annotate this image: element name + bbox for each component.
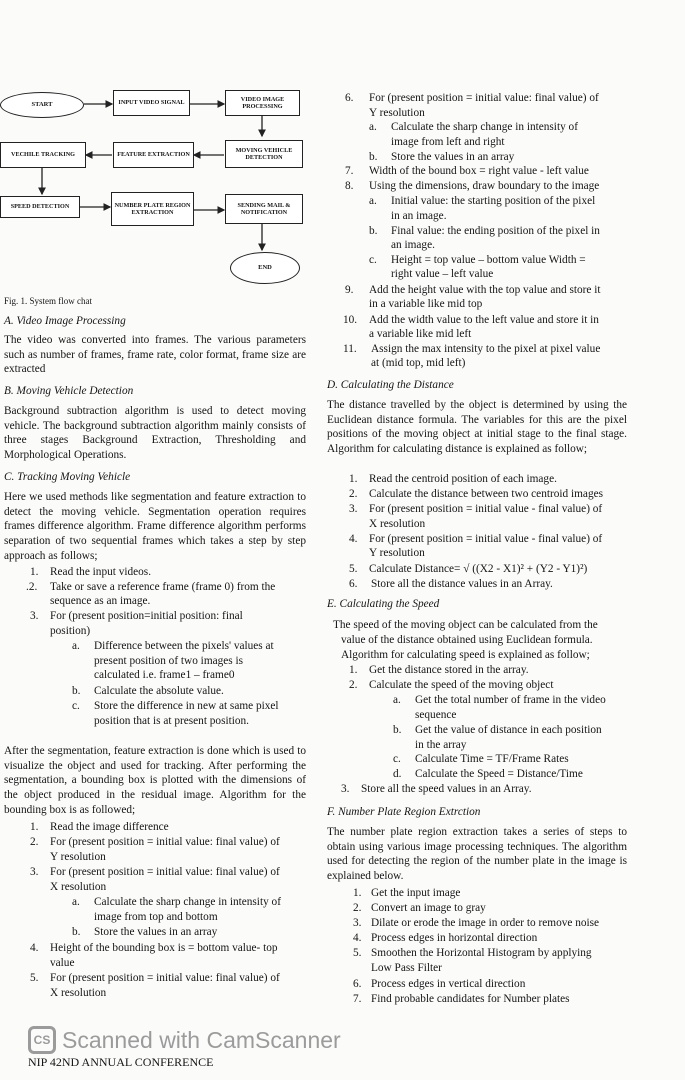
sub-list-item-continuation: in the array — [415, 739, 467, 751]
list-item: 1. Get the input image — [353, 887, 461, 899]
list-item: 3. For (present position=initial position: final — [30, 610, 243, 622]
sub-list-item: b. Final value: the ending position of the pixel in — [369, 225, 600, 237]
section-d-paragraph: The distance travelled by the object is determined by using the Euclidean distance formula. The variables for this are the pixel positions of the moving object at initial stage to the final stage. Algorithm for calculating distance is explained as follow; — [327, 399, 627, 456]
sub-list-item: d. Calculate the Speed = Distance/Time — [393, 768, 583, 780]
list-item: 1. Read the centroid position of each image. — [349, 473, 557, 485]
section-c-heading: C. Tracking Moving Vehicle — [4, 471, 131, 483]
sub-list-item-continuation: position that is at present position. — [94, 715, 250, 727]
list-item: 5. Calculate Distance= √ ((X2 - X1)² + (Y2 - Y1)²) — [349, 563, 588, 575]
camscanner-watermark — [28, 1026, 341, 1054]
list-item: 4. For (present position = initial value - final value) of — [349, 533, 603, 545]
list-item: .2. Take or save a reference frame (frame 0) from the — [26, 581, 276, 593]
sub-list-item: a. Get the total number of frame in the video — [393, 694, 606, 706]
sub-list-item: a. Calculate the sharp change in intensity of — [369, 121, 578, 133]
section-f-paragraph: The number plate region extraction takes a series of steps to obtain using various image processing techniques. The algorithm used for detecting the region of the number plate in the image is explained below. — [327, 826, 627, 883]
section-c-paragraph-2: After the segmentation, feature extraction is done which is used to visualize the object and used for tracking. After performing the segmentation, a bounding box is plotted with the dimensions of the object produced in the residual image. Algorithm for the bounding box is as followed; — [4, 745, 306, 816]
sub-list-item-continuation: image from top and bottom — [94, 911, 218, 923]
list-item-continuation: sequence as an image. — [50, 595, 151, 607]
list-item-continuation: Y resolution — [369, 547, 425, 559]
figure-caption: Fig. 1. System flow chat — [4, 296, 92, 306]
list-item: 4. Height of the bounding box is = bottom value- top — [30, 942, 278, 954]
list-item: 1. Get the distance stored in the array. — [349, 664, 529, 676]
sub-list-item-continuation: calculated i.e. frame1 – frame0 — [94, 669, 235, 681]
list-item-continuation: value — [50, 957, 75, 969]
system-flow-chart — [0, 82, 310, 302]
sub-list-item: c. Height = top value – bottom value Width = — [369, 254, 586, 266]
moving-vehicle-detection-node: MOVING VEHICLE DETECTION — [225, 140, 303, 168]
list-item: 2. Calculate the speed of the moving object — [349, 679, 554, 691]
conference-footer: NIP 42ND ANNUAL CONFERENCE — [28, 1055, 214, 1069]
sub-list-item-continuation: in an image. — [391, 210, 447, 222]
sub-list-item: a. Difference between the pixels' values at — [72, 640, 274, 652]
list-item: 10. Add the width value to the left value and store it in — [343, 314, 599, 326]
list-item-continuation: a variable like mid left — [369, 328, 472, 340]
sub-list-item: c. Store the difference in new at same pixel — [72, 700, 279, 712]
sub-list-item: b. Store the values in an array — [72, 926, 218, 938]
list-item: 2. Calculate the distance between two centroid images — [349, 488, 604, 500]
list-item-continuation: X resolution — [50, 987, 107, 999]
section-f-heading: F. Number Plate Region Extrction — [327, 806, 481, 818]
list-item-continuation: Y resolution — [369, 107, 425, 119]
sub-list-item: b. Store the values in an array — [369, 151, 515, 163]
section-e-heading: E. Calculating the Speed — [327, 598, 440, 610]
list-item: 9. Add the height value with the top value and store it — [345, 284, 601, 296]
list-item: 1. Read the image difference — [30, 821, 169, 833]
sub-list-item-continuation: sequence — [415, 709, 457, 721]
sub-list-item-continuation: present position of two images is — [94, 655, 244, 667]
section-e-paragraph-line: The speed of the moving object can be calculated from the — [333, 619, 598, 631]
list-item-continuation: position) — [50, 625, 91, 637]
list-item-continuation: at (mid top, mid left) — [371, 357, 466, 369]
list-item: 6. Store all the distance values in an Array. — [349, 578, 553, 590]
input-video-signal-node: INPUT VIDEO SIGNAL — [113, 90, 190, 116]
feature-extraction-node: FEATURE EXTRACTION — [113, 142, 194, 168]
list-item-continuation: Y resolution — [50, 851, 106, 863]
list-item: 7. Find probable candidates for Number plates — [353, 993, 570, 1005]
list-item: 1. Read the input videos. — [30, 566, 152, 578]
sending-mail-notification-node: SENDING MAIL & NOTIFICATION — [225, 194, 303, 224]
sub-list-item-continuation: an image. — [391, 239, 435, 251]
sub-list-item: b. Calculate the absolute value. — [72, 685, 224, 697]
list-item: 6. Process edges in vertical direction — [353, 978, 526, 990]
sub-list-item-continuation: right value – left value — [391, 268, 494, 280]
list-item: 3. Store all the speed values in an Array. — [341, 783, 532, 795]
list-item-continuation: in a variable like mid top — [369, 298, 483, 310]
camscanner-logo: CS — [28, 1026, 56, 1054]
section-c-paragraph: Here we used methods like segmentation and feature extraction to detect the moving vehicle. Segmentation operation requires frames difference algorithm. Frame difference algorithm performs separation of two sequential frames which takes a step by step approach as follows; — [4, 491, 306, 562]
number-plate-region-extraction-node: NUMBER PLATE REGION EXTRACTION — [111, 192, 194, 226]
list-item: 7. Width of the bound box = right value - left value — [345, 165, 589, 177]
section-d-heading: D. Calculating the Distance — [327, 379, 454, 391]
section-a-heading: A. Video Image Processing — [4, 315, 126, 327]
section-b-paragraph: Background subtraction algorithm is used to detect moving vehicle. The background subtraction algorithm mainly consists of three stages Background Extraction, Thresholding and Morphological Operations. — [4, 405, 306, 462]
sub-list-item-continuation: image from left and right — [391, 136, 505, 148]
end-node: END — [230, 252, 300, 284]
list-item: 6. For (present position = initial value: final value) of — [345, 92, 599, 104]
list-item-continuation: X resolution — [369, 518, 426, 530]
list-item-continuation: X resolution — [50, 881, 107, 893]
list-item: 11. Assign the max intensity to the pixel at pixel value — [343, 343, 601, 355]
list-item-continuation: Low Pass Filter — [371, 962, 442, 974]
section-e-paragraph-line: Algorithm for calculating speed is explained as follow; — [341, 649, 590, 661]
list-item: 5. Smoothen the Horizontal Histogram by applying — [353, 947, 592, 959]
sub-list-item: b. Get the value of distance in each position — [393, 724, 602, 736]
start-node: START — [0, 92, 84, 118]
sub-list-item: a. Calculate the sharp change in intensity of — [72, 896, 281, 908]
list-item: 5. For (present position = initial value: final value) of — [30, 972, 280, 984]
section-a-paragraph: The video was converted into frames. The various parameters such as number of frames, frame rate, color format, frame size are extracted — [4, 334, 306, 376]
list-item: 3. Dilate or erode the image in order to remove noise — [353, 917, 600, 929]
list-item: 2. For (present position = initial value: final value) of — [30, 836, 280, 848]
section-b-heading: B. Moving Vehicle Detection — [4, 385, 134, 397]
sub-list-item: a. Initial value: the starting position of the pixel — [369, 195, 596, 207]
list-item: 3. For (present position = initial value: final value) of — [30, 866, 280, 878]
camscanner-text: Scanned with CamScanner — [62, 1026, 341, 1053]
section-e-paragraph-line: value of the distance obtained using Euclidean formula. — [341, 634, 593, 646]
list-item: 3. For (present position = initial value - final value) of — [349, 503, 603, 515]
speed-detection-node: SPEED DETECTION — [0, 196, 80, 218]
video-image-processing-node: VIDEO IMAGE PROCESSING — [225, 90, 300, 116]
list-item: 8. Using the dimensions, draw boundary to the image — [345, 180, 600, 192]
list-item: 2. Convert an image to gray — [353, 902, 486, 914]
vehicle-tracking-node: VECHILE TRACKING — [0, 142, 86, 168]
list-item: 4. Process edges in horizontal direction — [353, 932, 538, 944]
sub-list-item: c. Calculate Time = TF/Frame Rates — [393, 753, 569, 765]
